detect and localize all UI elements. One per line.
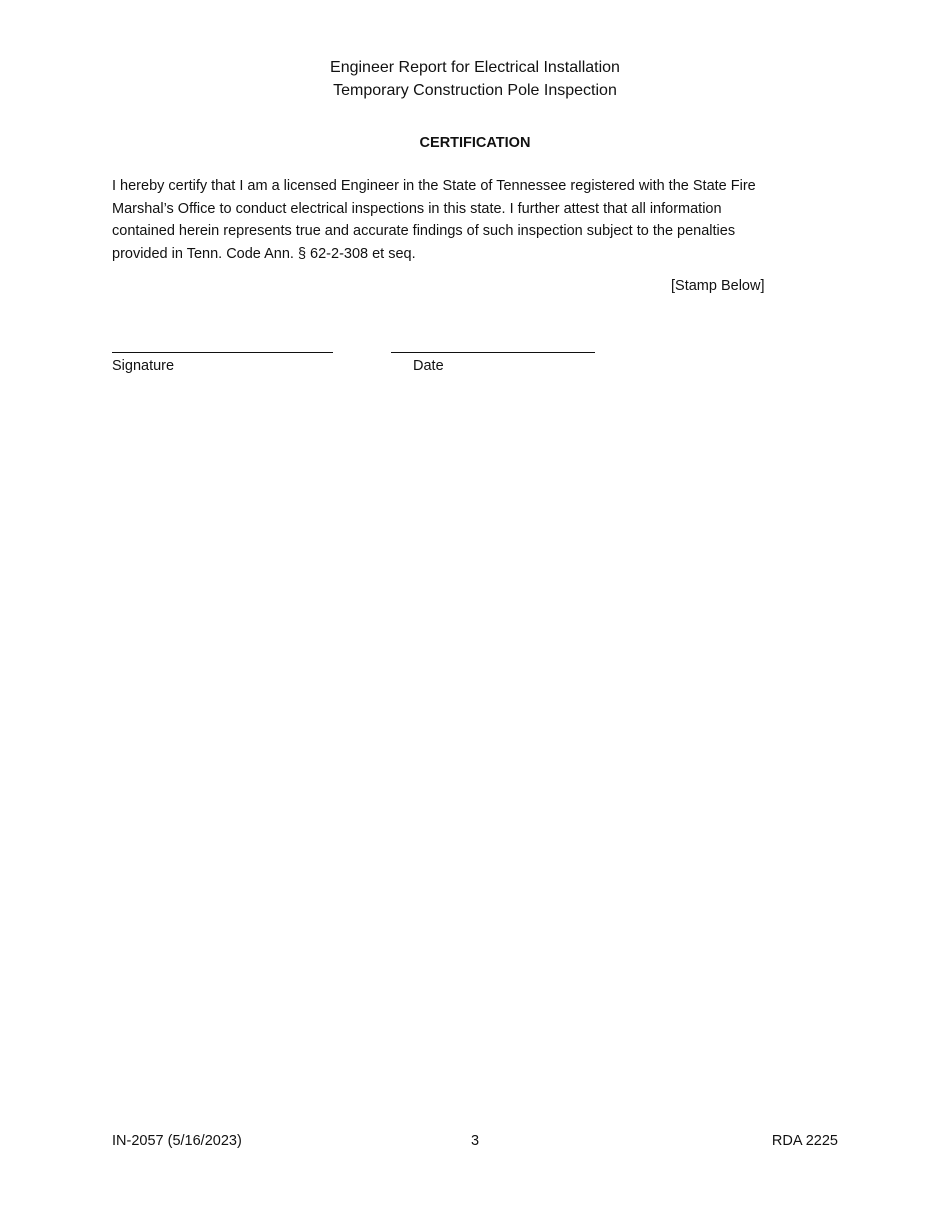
footer-form-number: IN-2057 (5/16/2023)	[112, 1133, 242, 1149]
date-line[interactable]	[391, 352, 595, 353]
certification-statement	[112, 175, 827, 266]
stamp-note: [Stamp Below]	[671, 278, 765, 294]
footer-page-number: 3	[470, 1133, 480, 1149]
document-subtitle: Temporary Construction Pole Inspection	[333, 82, 617, 99]
date-label: Date	[413, 358, 444, 374]
document-header	[0, 56, 950, 102]
signature-label: Signature	[112, 358, 175, 374]
certification-line: provided in Tenn. Code Ann. § 62-2-308 et seq.	[112, 246, 416, 263]
certification-line: I hereby certify that I am a licensed Engineer in the State of Tennessee registered with the State Fire	[112, 178, 756, 194]
signature-line[interactable]	[112, 352, 333, 353]
certification-heading: CERTIFICATION	[419, 135, 531, 151]
document-title: Engineer Report for Electrical Installation	[330, 59, 620, 76]
certification-line: contained herein represents true and accurate findings of such inspection subject to the penalties	[112, 223, 736, 240]
footer-rda: RDA 2225	[771, 1133, 838, 1149]
certification-line: Marshal’s Office to conduct electrical inspections in this state. I further attest that all information	[112, 200, 722, 217]
